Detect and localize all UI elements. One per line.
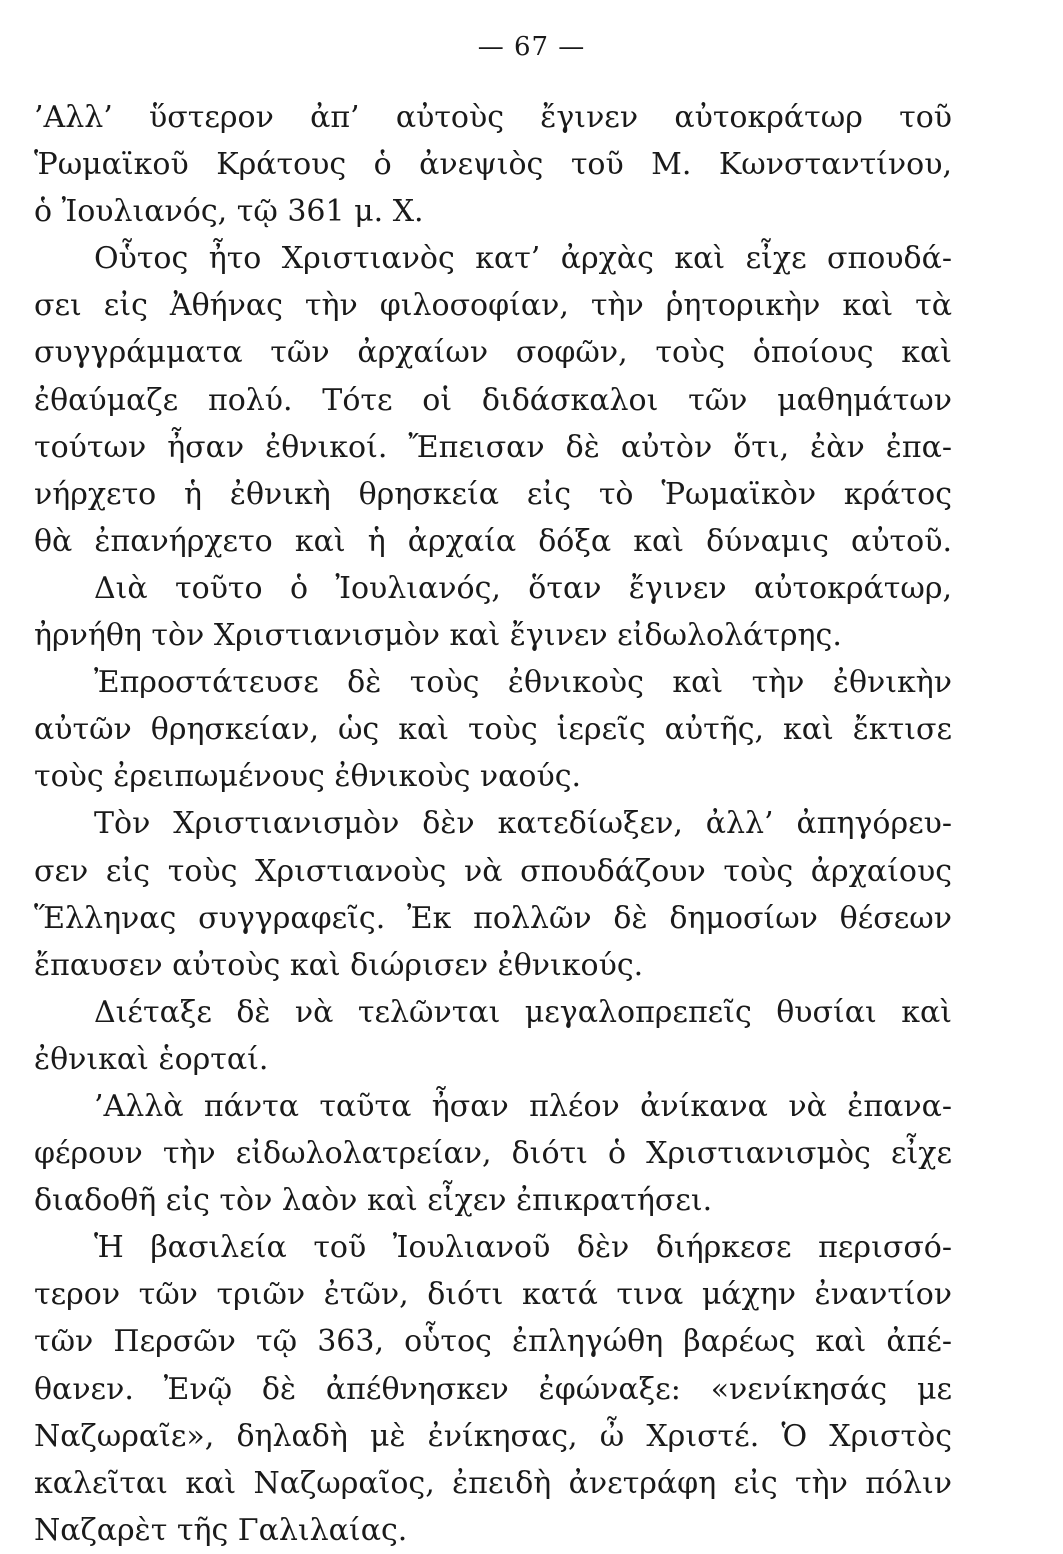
text-line: Ἡ βασιλεία τοῦ Ἰουλιανοῦ δὲν διήρκεσε περισσό- <box>94 1230 952 1266</box>
page-number: — 67 — <box>477 32 586 62</box>
text-line: ἐθαύμαζε πολύ. Τότε οἱ διδάσκαλοι τῶν μαθημάτων <box>34 382 952 418</box>
text-line: Ῥωμαϊκοῦ Κράτους ὁ ἀνεψιὸς τοῦ Μ. Κωνσταντίνου, <box>34 147 952 183</box>
text-line: νήρχετο ἡ ἐθνικὴ θρησκεία εἰς τὸ Ῥωμαϊκὸν κράτος <box>34 476 952 512</box>
text-line: τῶν Περσῶν τῷ 363, οὗτος ἐπληγώθη βαρέως καὶ ἀπέ- <box>34 1324 952 1360</box>
text-line: Διὰ τοῦτο ὁ Ἰουλιανός, ὅταν ἔγινεν αὐτοκράτωρ, <box>94 570 952 606</box>
text-line: θὰ ἐπανήρχετο καὶ ἡ ἀρχαία δόξα καὶ δύναμις αὐτοῦ. <box>34 523 952 559</box>
text-line: ὁ Ἰουλιανός, τῷ 361 μ. Χ. <box>34 194 424 230</box>
text-line: αὐτῶν θρησκείαν, ὡς καὶ τοὺς ἱερεῖς αὐτῆς, καὶ ἔκτισε <box>34 712 952 748</box>
text-line: ἔπαυσεν αὐτοὺς καὶ διώρισεν ἐθνικούς. <box>34 947 644 983</box>
text-line: ’Αλλ’ ὕστερον ἀπ’ αὐτοὺς ἔγινεν αὐτοκράτωρ τοῦ <box>34 100 952 135</box>
text-line: Ναζωραῖε», δηλαδὴ μὲ ἐνίκησας, ὦ Χριστέ. Ὁ Χριστὸς <box>34 1418 952 1454</box>
text-line: τούτων ἦσαν ἐθνικοί. Ἔπεισαν δὲ αὐτὸν ὅτι, ἐὰν ἐπα- <box>34 429 952 465</box>
text-line: σει εἰς Ἀθήνας τὴν φιλοσοφίαν, τὴν ῥητορικὴν καὶ τὰ <box>34 288 952 324</box>
text-line: Διέταξε δὲ νὰ τελῶνται μεγαλοπρεπεῖς θυσίαι καὶ <box>94 994 952 1030</box>
text-line: φέρουν τὴν εἰδωλολατρείαν, διότι ὁ Χριστιανισμὸς εἶχε <box>34 1136 952 1172</box>
text-line: ἠρνήθη τὸν Χριστιανισμὸν καὶ ἔγινεν εἰδωλολάτρης. <box>34 618 842 654</box>
text-line: ’Αλλὰ πάντα ταῦτα ἦσαν πλέον ἀνίκανα νὰ ἐπανα- <box>94 1088 952 1124</box>
text-line: τερον τῶν τριῶν ἐτῶν, διότι κατά τινα μάχην ἐναντίον <box>34 1277 952 1313</box>
text-line: τοὺς ἐρειπωμένους ἐθνικοὺς ναούς. <box>34 759 582 795</box>
text-line: Ἐπροστάτευσε δὲ τοὺς ἐθνικοὺς καὶ τὴν ἐθνικὴν <box>94 665 952 701</box>
text-line: ἐθνικαὶ ἑορταί. <box>34 1041 269 1077</box>
text-line: Ναζαρὲτ τῆς Γαλιλαίας. <box>34 1512 408 1548</box>
body-text <box>34 94 952 1554</box>
text-line: σεν εἰς τοὺς Χριστιανοὺς νὰ σπουδάζουν τοὺς ἀρχαίους <box>34 853 952 889</box>
text-line: Ἕλληνας συγγραφεῖς. Ἐκ πολλῶν δὲ δημοσίων θέσεων <box>34 900 952 936</box>
text-line: Οὗτος ἦτο Χριστιανὸς κατ’ ἀρχὰς καὶ εἶχε σπουδά- <box>94 241 952 277</box>
text-line: διαδοθῆ εἰς τὸν λαὸν καὶ εἶχεν ἐπικρατήσει. <box>34 1183 713 1219</box>
text-line: συγγράμματα τῶν ἀρχαίων σοφῶν, τοὺς ὁποίους καὶ <box>34 335 952 371</box>
text-line: καλεῖται καὶ Ναζωραῖος, ἐπειδὴ ἀνετράφη εἰς τὴν πόλιν <box>34 1465 952 1501</box>
text-line: θανεν. Ἐνῷ δὲ ἀπέθνησκεν ἐφώναξε: «νενίκησάς με <box>34 1371 952 1407</box>
text-line: Τὸν Χριστιανισμὸν δὲν κατεδίωξεν, ἀλλ’ ἀπηγόρευ- <box>94 806 952 842</box>
